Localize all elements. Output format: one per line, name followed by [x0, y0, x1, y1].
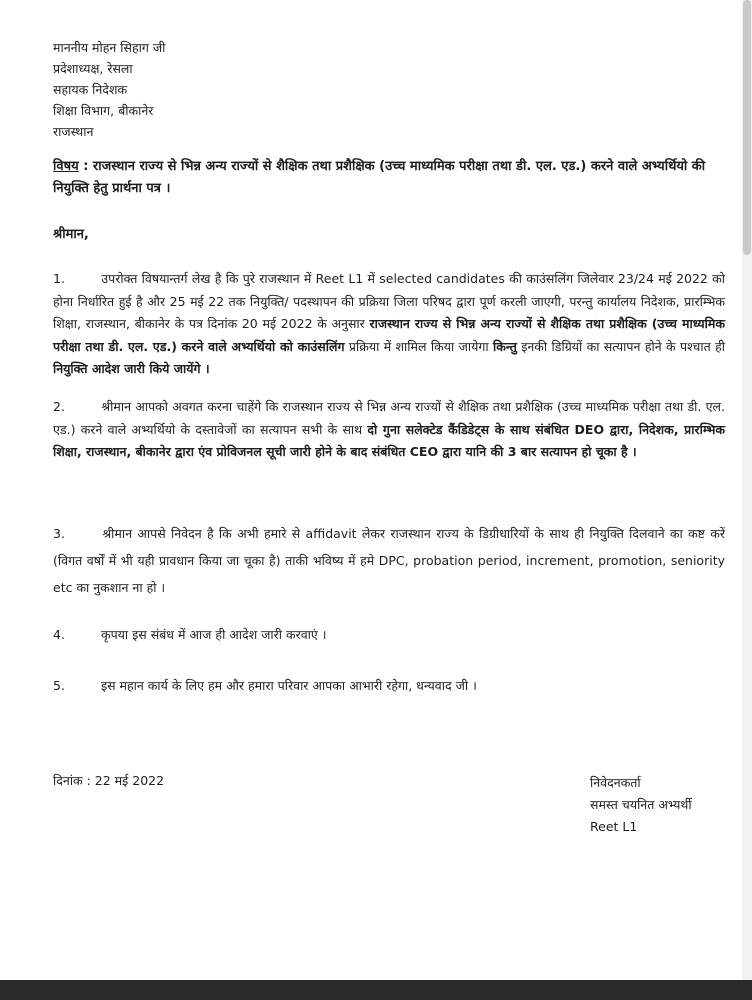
letter-date: दिनांक : 22 मई 2022 [53, 773, 165, 788]
signature-line-3: Reet L1 [590, 819, 638, 834]
subject-text: : राजस्थान राज्य से भिन्न अन्य राज्यों से शैक्षिक तथा प्रशैक्षिक (उच्च माध्यमिक परीक्षा तथा डी. एल. एड.) करने वाले अभ्यर्थियो की नियुक्ति हेतु प्रार्थना पत्र । [53, 159, 706, 196]
paragraph-text: उपरोक्त विषयान्तर्ग लेख है कि पुरे राजस्थान में Reet L1 में selected candidates की काउंसलिंग जिलेवार 23/24 मई 2022 को होना निर्धारित हुई है और 25 मई 22 तक नियुक्ति/ पदस्थापन की प्रक्रिया जिला परिषद द्वारा पूर्ण करली जाएगी, परन्तु कार्यालय निदेशक, प्रारम्भिक शिक्षा, राजस्थान, बीकानेर के पत्र दिनांक 20 मई 2022 के अनुसार [53, 271, 725, 331]
paragraph-4 [53, 624, 725, 647]
recipient-address [53, 37, 165, 142]
paragraph-number: 5. [53, 678, 65, 693]
paragraph-bold-text: दो गुना सलेक्टेड कैंडिडेट्स के साथ संबंधित DEO द्वारा, निदेशक, प्रारम्भिक शिक्षा, राजस्थान, बीकानेर द्वारा एंव प्रोविजनल सूची जारी होने के बाद संबंधित CEO द्वारा यानि की 3 बार सत्यापन हो चूका है । [53, 421, 725, 459]
subject-line [53, 156, 725, 200]
signature-line-2: समस्त चयनित अभ्यर्थी [590, 797, 692, 812]
signature-line-1: निवेदनकर्ता [590, 775, 641, 790]
address-line-4: शिक्षा विभाग, बीकानेर [53, 103, 154, 118]
signature-block [590, 772, 692, 838]
scrollbar-thumb[interactable] [743, 0, 751, 255]
paragraph-text: श्रीमान आपसे निवेदन है कि अभी हमारे से affidavit लेकर राजस्थान राज्य के डिग्रीधारियों के साथ ही नियुक्ति दिलवाने का कष्ट करें (विगत वर्षों में भी यही प्रावधान किया जा चूका है) ताकी भविष्य में हमे DPC, probation period, increment, promotion, seniority etc का नुकशान ना हो । [53, 526, 725, 595]
paragraph-text: इस महान कार्य के लिए हम और हमारा परिवार आपका आभारी रहेगा, धन्यवाद जी । [100, 678, 477, 693]
paragraph-text: प्रक्रिया में शामिल किया जायेगा [348, 338, 489, 354]
paragraph-number: 3. [53, 526, 65, 541]
paragraph-number: 4. [53, 627, 65, 642]
paragraph-text: श्रीमान आपको अवगत करना चाहेंगे कि राजस्थान राज्य से भिन्न अन्य राज्यों से शैक्षिक तथा प्रशैक्षिक (उच्च माध्यमिक परीक्षा तथा डी. एल. एड.) करने वाले अभ्यर्थियो के दस्तावेजों का सत्यापन सभी के साथ [53, 399, 725, 437]
paragraph-number: 2. [53, 399, 65, 414]
paragraph-bold-text: नियुक्ति आदेश जारी किये जायेंगे । [53, 361, 210, 376]
paragraph-bold-text: किन्तु [493, 338, 517, 354]
subject-label: विषय [53, 159, 79, 174]
paragraph-2 [53, 396, 725, 464]
paragraph-3 [53, 520, 725, 601]
vertical-scrollbar[interactable] [742, 0, 752, 980]
salutation: श्रीमान, [53, 227, 89, 242]
paragraph-5 [53, 675, 725, 698]
paragraph-bold-text: राजस्थान राज्य से भिन्न अन्य राज्यों से शैक्षिक तथा प्रशैक्षिक (उच्च माध्यमिक परीक्षा तथा डी. एल. एड.) करने वाले अभ्यर्थियो को काउंसलिंग [53, 316, 725, 354]
bottom-bar [0, 980, 752, 1000]
address-line-1: माननीय मोहन सिहाग जी [53, 40, 166, 55]
address-line-3: सहायक निदेशक [53, 82, 128, 97]
paragraph-text: कृपया इस संबंध में आज ही आदेश जारी करवाएं । [100, 627, 327, 642]
address-line-2: प्रदेशाध्यक्ष, रेसला [53, 61, 133, 76]
paragraph-number: 1. [53, 271, 65, 286]
paragraph-text: इनकी डिग्रियों का सत्यापन होने के पश्चात ही [521, 338, 725, 354]
address-line-5: राजस्थान [53, 124, 94, 139]
paragraph-1 [53, 268, 725, 381]
